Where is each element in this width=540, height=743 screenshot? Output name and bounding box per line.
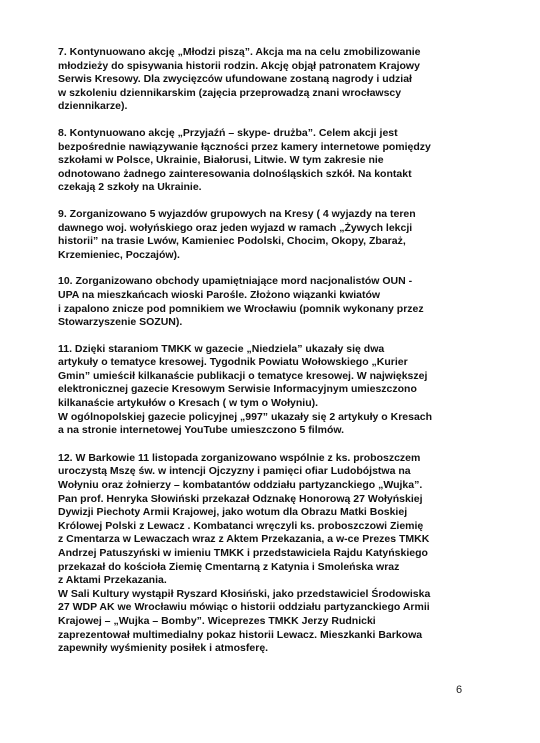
text-line: artykuły o tematyce kresowej. Tygodnik Powiatu Wołowskiego „Kurier xyxy=(58,356,408,369)
text-line: Wołyniu oraz żołnierzy – kombatantów oddziału partyzanckiego „Wujka”. xyxy=(58,479,423,492)
paragraph-12 xyxy=(58,452,482,656)
paragraph-7 xyxy=(58,46,482,114)
text-line: z Cmentarza w Lewaczach wraz z Aktem Przekazania, a w-ce Prezes TMKK xyxy=(58,533,430,546)
text-line: bezpośrednie nawiązywanie łączności przez kamery internetowe pomiędzy xyxy=(58,140,431,153)
text-line: 7. Kontynuowano akcję „Młodzi piszą”. Akcja ma na celu zmobilizowanie xyxy=(58,46,421,58)
text-line: szkołami w Polsce, Ukrainie, Białorusi, Litwie. W tym zakresie nie xyxy=(58,154,384,167)
text-line: przekazał do kościoła Ziemię Cmentarną z Katynia i Smoleńska wraz xyxy=(58,560,400,573)
text-line: Królowej Polski z Lewacz . Kombatanci wręczyli ks. proboszczowi Ziemię xyxy=(58,519,424,532)
text-line: odnotowano żadnego zainteresowania dolnośląskich szkół. Na kontakt xyxy=(58,167,412,180)
text-line: 12. W Barkowie 11 listopada zorganizowano wspólnie z ks. proboszczem xyxy=(58,451,421,464)
paragraph-9 xyxy=(58,208,482,262)
text-line: w szkoleniu dziennikarskim (zajęcia przeprowadzą znani wrocławscy xyxy=(58,86,402,99)
text-line: młodzieży do spisywania historii rodzin. Akcję objął patronatem Krajowy xyxy=(58,59,420,72)
text-line: czekają 2 szkoły na Ukrainie. xyxy=(58,181,202,194)
text-line: W Sali Kultury wystąpił Ryszard Kłosiński, jako przedstawiciel Środowiska xyxy=(58,587,431,600)
paragraph-10 xyxy=(58,275,482,329)
paragraph-11 xyxy=(58,343,482,438)
text-line: 27 WDP AK we Wrocławiu mówiąc o historii oddziału partyzanckiego Armii xyxy=(58,601,430,614)
text-line: Gmin” umieścił kilkanaście publikacji o tematyce kresowej. W największej xyxy=(58,369,428,382)
text-line: zapewniły wyśmienity posiłek i atmosferę. xyxy=(58,642,269,655)
text-line: Pan prof. Henryka Słowiński przekazał Odznakę Honorową 27 Wołyńskiej xyxy=(58,492,423,505)
text-line: 9. Zorganizowano 5 wyjazdów grupowych na Kresy ( 4 wyjazdy na teren xyxy=(58,207,416,220)
text-line: W ogólnopolskiej gazecie policyjnej „997” ukazały się 2 artykuły o Kresach xyxy=(58,410,433,423)
text-line: 10. Zorganizowano obchody upamiętniające mord nacjonalistów OUN - xyxy=(58,275,413,288)
text-line: Krajowej – „Wujka – Bomby”. Wiceprezes TMKK Jerzy Rudnicki xyxy=(58,614,376,627)
text-line: UPA na mieszkańcach wioski Parośle. Złożono wiązanki kwiatów xyxy=(58,288,381,301)
text-line: zaprezentował multimedialny pokaz historii Lewacz. Mieszkanki Barkowa xyxy=(58,628,423,641)
text-line: 11. Dzięki staraniom TMKK w gazecie „Niedziela” ukazały się dwa xyxy=(58,342,385,355)
page-number: 6 xyxy=(456,684,463,696)
paragraph-8 xyxy=(58,127,482,195)
text-line: uroczystą Mszę św. w intencji Ojczyzny i pamięci ofiar Ludobójstwa na xyxy=(58,465,411,478)
text-line: dziennikarze). xyxy=(58,100,128,113)
text-line: Dywizji Piechoty Armii Krajowej, jako wotum dla Obrazu Matki Boskiej xyxy=(58,506,408,519)
text-line: Krzemieniec, Poczajów). xyxy=(58,248,180,261)
text-line: elektronicznej gazecie Kresowym Serwisie Informacyjnym umieszczono xyxy=(58,383,417,396)
text-line: Andrzej Patuszyński w imieniu TMKK i przedstawiciela Rajdu Katyńskiego xyxy=(58,547,428,559)
text-line: dawnego woj. wołyńskiego oraz jeden wyjazd w ramach „Żywych lekcji xyxy=(58,221,413,234)
text-line: i zapalono znicze pod pomnikiem we Wrocławiu (pomnik wykonany przez xyxy=(58,302,424,315)
text-line: kilkanaście artykułów o Kresach ( w tym o Wołyniu). xyxy=(58,397,319,410)
text-line: historii” na trasie Lwów, Kamieniec Podolski, Chocim, Okopy, Zbaraż, xyxy=(58,235,406,248)
text-line: a na stronie internetowej YouTube umieszczono 5 filmów. xyxy=(58,424,345,437)
text-line: Serwis Kresowy. Dla zwycięzców ufundowane zostaną nagrody i udział xyxy=(58,73,412,86)
text-line: z Aktami Przekazania. xyxy=(58,574,167,587)
text-line: 8. Kontynuowano akcję „Przyjaźń – skype- drużba”. Celem akcji jest xyxy=(58,126,398,139)
document-body xyxy=(58,46,482,656)
text-line: Stowarzyszenie SOZUN). xyxy=(58,316,183,329)
